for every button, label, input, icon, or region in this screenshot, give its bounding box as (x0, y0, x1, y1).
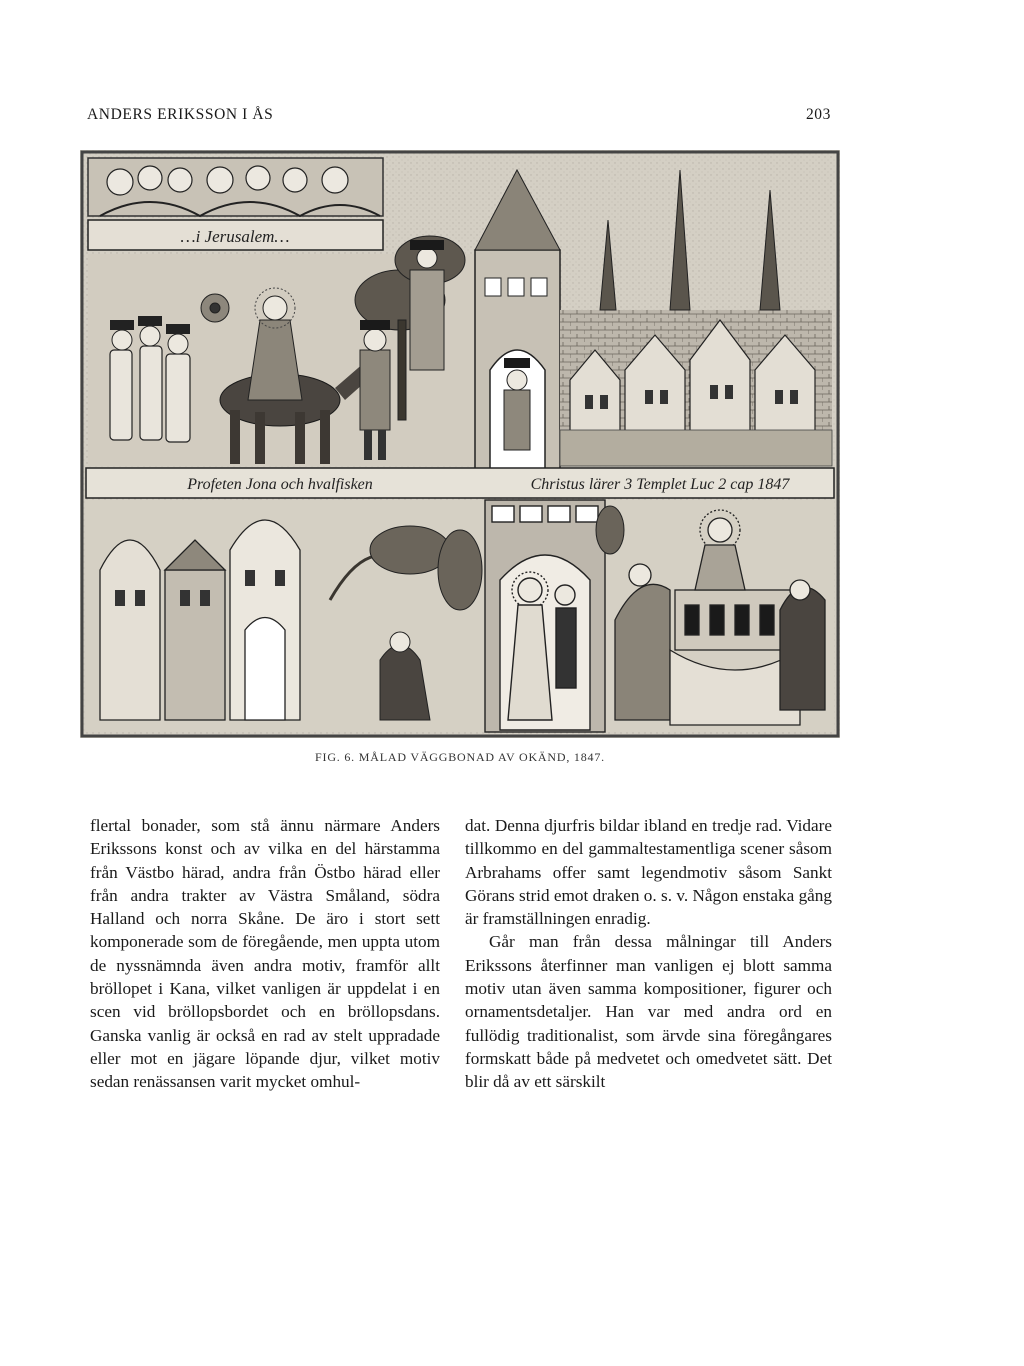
figure-painted-wall-hanging (80, 150, 840, 738)
band-inscription-temple: Christus lärer 3 Templet Luc 2 cap 1847 (530, 476, 790, 493)
lower-register (86, 500, 834, 732)
group-of-men (110, 316, 190, 442)
middle-inscription-band (86, 468, 834, 498)
flower-ornament (201, 294, 229, 322)
right-column (465, 814, 832, 1094)
arch-with-couple (485, 500, 605, 732)
paragraph-left: flertal bonader, som stå ännu närmare Anders Erikssons konst och av vilka en del härstamma från Västbo härad, andra från Östbo härad eller från andra trakter av Västra Småland, södra Halland och norra Skåne. De äro i stort sett komponerade som de föregående, men uppta utom de nyssnämnda även andra motiv, framför allt bröllopet i Kana, vilket vanligen är uppdelat i en scen vid bröllopsbordet och en bröllopsdans. Ganska vanlig är också en rad av stelt uppradade eller mot en jägare löpande djur, vilket motiv sedan renässansen varit mycket omhul- (90, 816, 440, 1092)
band-inscription-jonah: Profeten Jona och hvalfisken (187, 476, 373, 493)
left-column (90, 814, 440, 1094)
top-band-script: …i Jerusalem… (180, 227, 290, 246)
figure-caption: FIG. 6. MÅLAD VÄGGBONAD AV OKÄND, 1847. (315, 750, 605, 764)
running-title: ANDERS ERIKSSON I ÅS (87, 106, 274, 123)
running-head (87, 106, 831, 130)
domed-buildings (100, 520, 300, 720)
wall-hanging-illustration (80, 150, 840, 738)
page-number: 203 (805, 106, 831, 123)
paragraph-right-2: Går man från dessa målningar till Anders Erikssons återfinner man vanligen ej blott samma motiv utan även samma kompositioner, figurer och ornamentsdetaljer. Han var med andra ord en fullödig traditionalist, som ärvde sina föregångares formskatt både på medvetet och omedvetet sätt. Det blir då av ett särskilt (465, 932, 832, 1092)
paragraph-right-1: dat. Denna djurfris bildar ibland en tredje rad. Vidare tillkommo en del gammaltestamentliga scener såsom Arbrahams offer samt legendmotiv såsom Sankt Görans strid emot draken o. s. v. Någon enstaka gång är framställningen enradig. (465, 816, 832, 929)
